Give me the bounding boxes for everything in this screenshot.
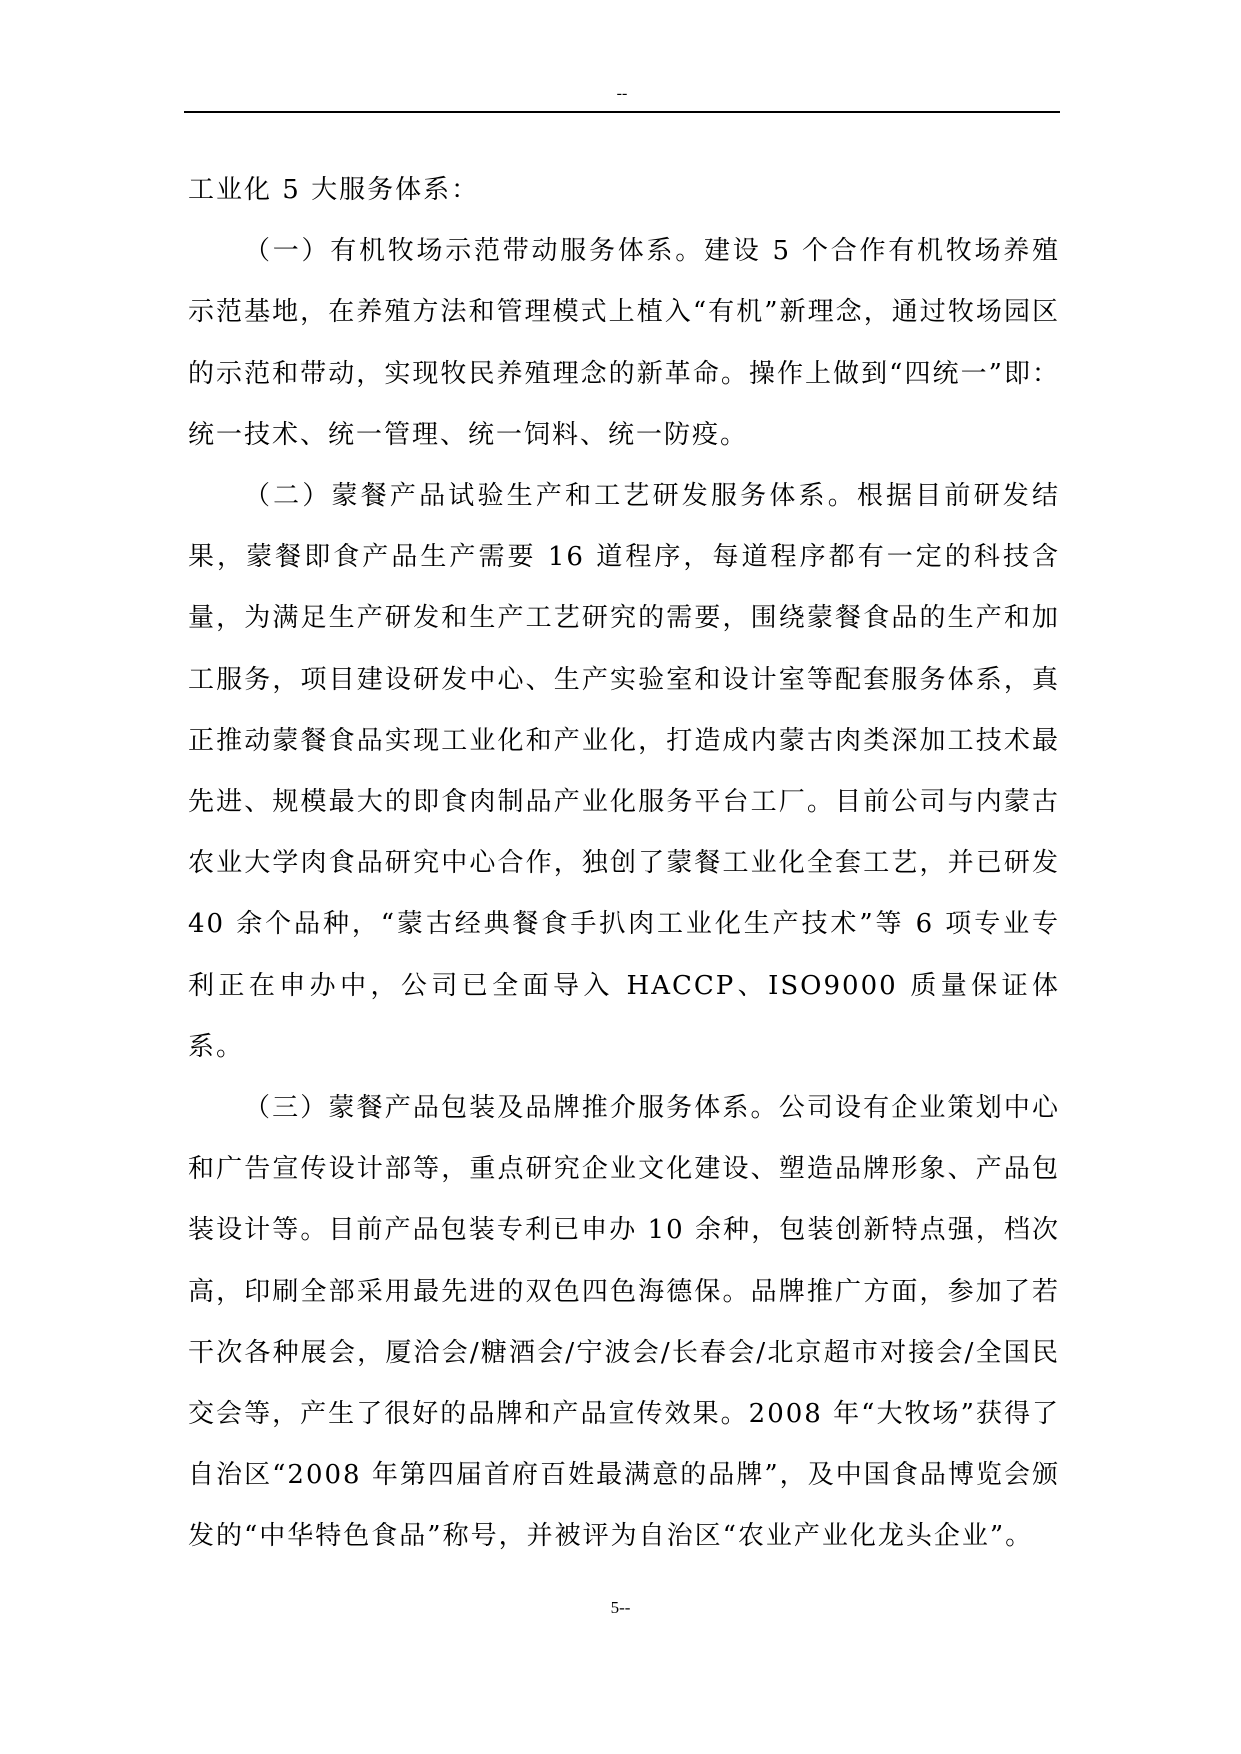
document-body <box>188 160 1060 1568</box>
page-number: 5-- <box>610 1598 631 1617</box>
paragraph-intro: 工业化 5 大服务体系： <box>188 175 480 205</box>
paragraph-section-3: （三）蒙餐产品包装及品牌推介服务体系。公司设有企业策划中心和广告宣传设计部等，重点研究企业文化建设、塑造品牌形象、产品包装设计等。目前产品包装专利已申办 10 余种，包装创新特点强，档次高，印刷全部采用最先进的双色四色海德保。品牌推广方面，参加了若干次各种展会，厦洽会/糖酒会/宁波会/长春会/北京超市对接会/全国民交会等，产生了很好的品牌和产品宣传效果。2008 年“大牧场”获得了自治区“2008 年第四届首府百姓最满意的品牌”，及中国食品博览会颁发的“中华特色食品”称号，并被评为自治区“农业产业化龙头企业”。 <box>188 1093 1060 1552</box>
header-rule <box>184 111 1060 113</box>
header-text: -- <box>616 85 628 102</box>
paragraph-section-1: （一）有机牧场示范带动服务体系。建设 5 个合作有机牧场养殖示范基地，在养殖方法和管理模式上植入“有机”新理念，通过牧场园区的示范和带动，实现牧民养殖理念的新革命。操作上做到“四统一”即：统一技术、统一管理、统一饲料、统一防疫。 <box>188 236 1060 450</box>
paragraph-section-2: （二）蒙餐产品试验生产和工艺研发服务体系。根据目前研发结果，蒙餐即食产品生产需要 16 道程序，每道程序都有一定的科技含量，为满足生产研发和生产工艺研究的需要，围绕蒙餐食品的生产和加工服务，项目建设研发中心、生产实验室和设计室等配套服务体系，真正推动蒙餐食品实现工业化和产业化，打造成内蒙古肉类深加工技术最先进、规模最大的即食肉制品产业化服务平台工厂。目前公司与内蒙古农业大学肉食品研究中心合作，独创了蒙餐工业化全套工艺，并已研发 40 余个品种，“蒙古经典餐食手扒肉工业化生产技术”等 6 项专业专利正在申办中，公司已全面导入 HACCP、ISO9000 质量保证体系。 <box>188 481 1060 1062</box>
page-header <box>184 84 1060 114</box>
